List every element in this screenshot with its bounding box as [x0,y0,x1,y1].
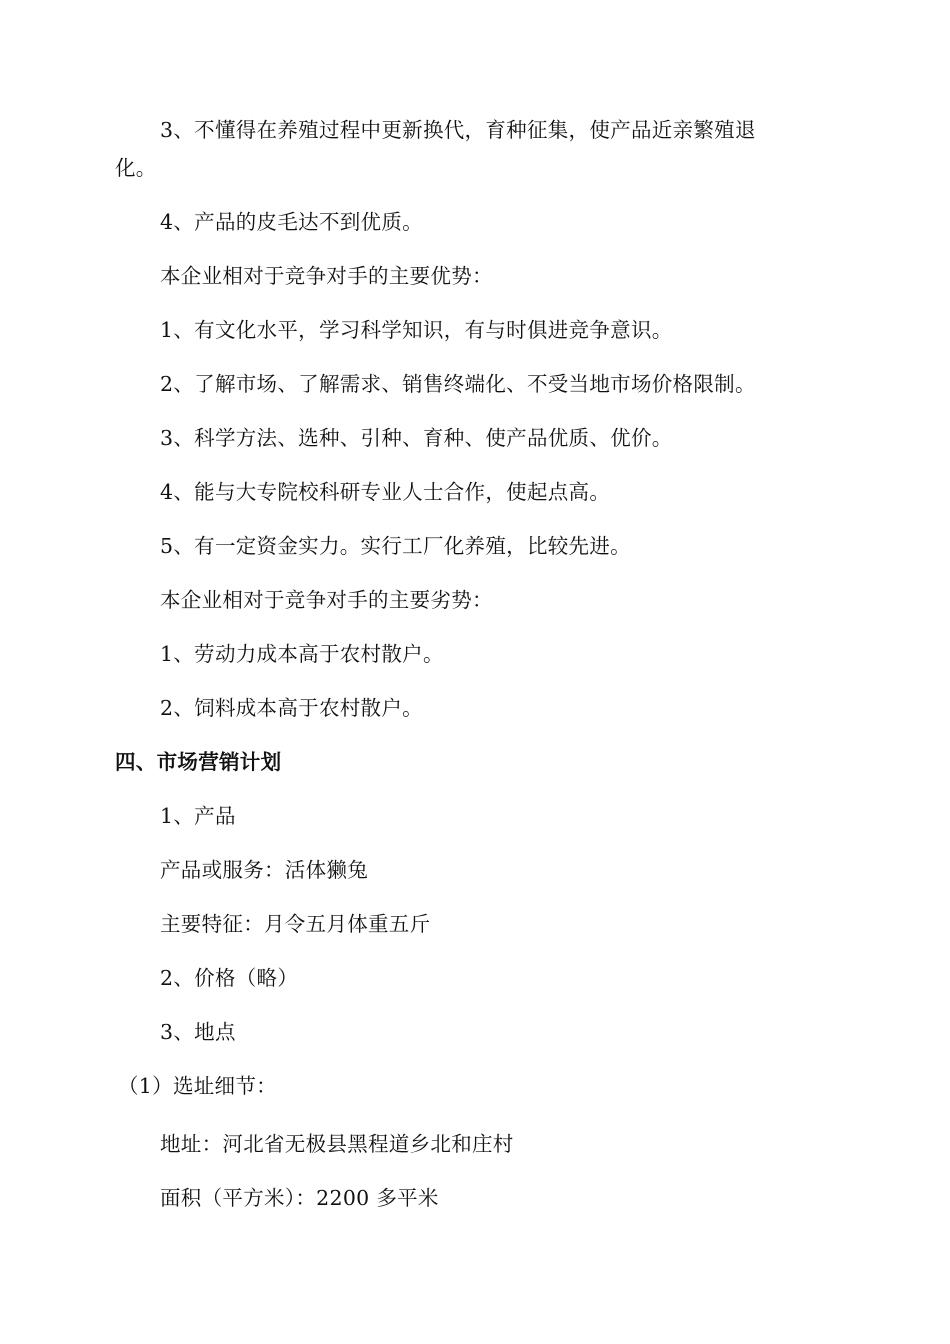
advantage-4: 4、能与大专院校科研专业人士合作，使起点高。 [160,480,611,504]
subsection-location: 3、地点 [160,1020,236,1044]
area: 面积（平方米）：2200 多平米 [160,1186,439,1210]
main-features: 主要特征：月令五月体重五斤 [160,912,431,936]
advantage-1: 1、有文化水平，学习科学知识，有与时俱进竞争意识。 [160,318,673,342]
advantages-heading: 本企业相对于竞争对手的主要优势： [160,264,493,288]
subsection-price: 2、价格（略） [160,966,299,990]
paragraph-1: 3、不懂得在养殖过程中更新换代，育种征集，使产品近亲繁殖退 [160,118,756,142]
disadvantage-2: 2、饲料成本高于农村散户。 [160,696,423,720]
disadvantages-heading: 本企业相对于竞争对手的主要劣势： [160,588,493,612]
advantage-2: 2、了解市场、了解需求、销售终端化、不受当地市场价格限制。 [160,372,756,396]
paragraph-2: 4、产品的皮毛达不到优质。 [160,210,423,234]
address: 地址：河北省无极县黑程道乡北和庄村 [160,1132,514,1156]
product-or-service: 产品或服务：活体獭兔 [160,858,368,882]
site-selection-details: （1）选址细节： [118,1074,277,1098]
subsection-product: 1、产品 [160,804,236,828]
paragraph-1-continuation: 化。 [115,156,157,180]
advantage-5: 5、有一定资金实力。实行工厂化养殖，比较先进。 [160,534,631,558]
advantage-3: 3、科学方法、选种、引种、育种、使产品优质、优价。 [160,426,673,450]
section-heading-marketing-plan: 四、市场营销计划 [115,750,282,774]
disadvantage-1: 1、劳动力成本高于农村散户。 [160,642,444,666]
